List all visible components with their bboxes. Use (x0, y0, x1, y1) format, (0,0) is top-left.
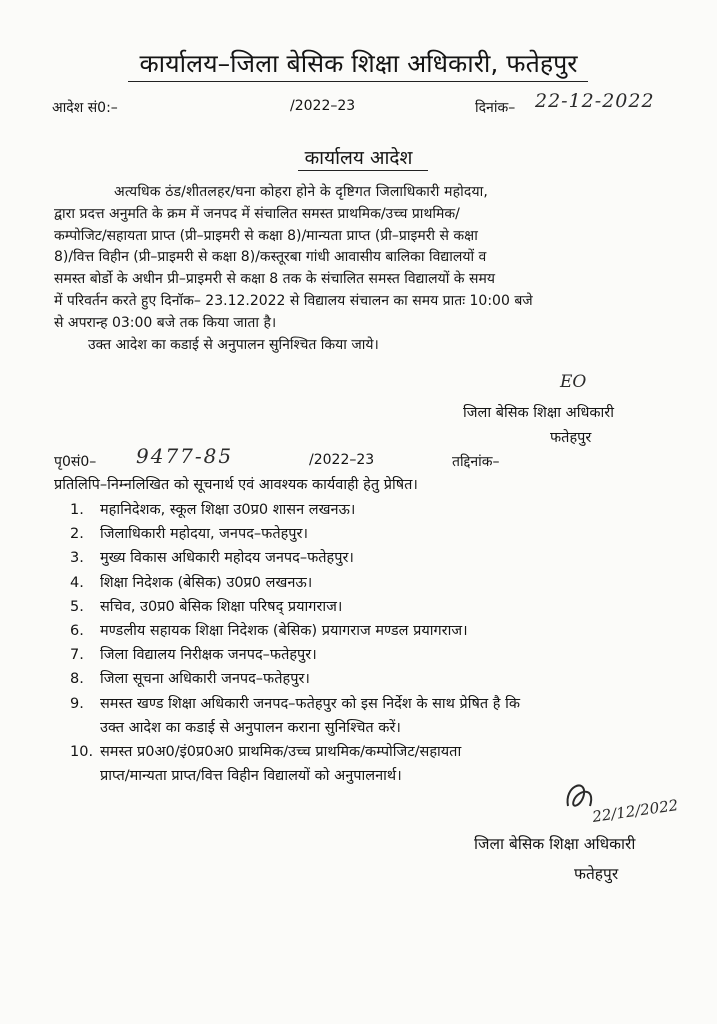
order-title-underline (298, 170, 428, 171)
order-body (54, 182, 676, 356)
list-item (70, 546, 520, 570)
item-text: जिला विद्यालय निरीक्षक जनपद–फतेहपुर। (100, 647, 317, 664)
order-line: समस्त बोर्डो के अधीन प्री–प्राइमरी से कक्षा 8 तक के संचालित समस्त विद्यालयों के समय (54, 271, 495, 288)
item-text-continued: प्राप्त/मान्यता प्राप्त/वित्त विहीन विद्यालयों को अनुपालनार्थ। (100, 767, 402, 784)
item-number: 2. (70, 526, 84, 543)
list-item (70, 740, 520, 788)
handwritten-sign-date: 22/12/2022 (591, 796, 680, 826)
item-text: मण्डलीय सहायक शिक्षा निदेशक (बेसिक) प्रयागराज मण्डल प्रयागराज। (100, 622, 468, 639)
item-text: मुख्य विकास अधिकारी महोदय जनपद–फतेहपुर। (100, 550, 354, 567)
order-year: /2022–23 (290, 98, 356, 114)
handwritten-date: 22-12-2022 (535, 90, 655, 112)
list-item (70, 595, 520, 619)
list-item (70, 667, 520, 691)
signatory-place: फतेहपुर (574, 865, 619, 883)
header-underline (128, 81, 588, 82)
order-line: से अपरान्ह 03:00 बजे तक किया जाता है। (54, 314, 277, 331)
item-number: 5. (70, 598, 84, 615)
order-line: अत्यधिक ठंड/शीतलहर/घना कोहरा होने के दृष्टिगत जिलाधिकारी महोदया, (114, 184, 488, 200)
copy-ref-number: 9477-85 (136, 444, 234, 468)
item-text: समस्त प्र0अ0/इं0प्र0अ0 प्राथमिक/उच्च प्राथमिक/कम्पोजिट/सहायता (100, 743, 462, 760)
signatory-designation: जिला बेसिक शिक्षा अधिकारी (474, 835, 636, 853)
item-number: 9. (70, 695, 84, 712)
order-line: द्वारा प्रदत्त अनुमति के क्रम में जनपद में संचालित समस्त प्राथमिक/उच्च प्राथमिक/ (54, 205, 460, 222)
item-number: 10. (70, 743, 94, 760)
list-item (70, 619, 520, 643)
order-number-label: आदेश सं0:– (52, 100, 118, 116)
order-line: उक्त आदेश का कडाई से अनुपालन सुनिश्चित किया जाये। (88, 336, 379, 353)
signatory-place: फतेहपुर (550, 430, 592, 446)
item-text: समस्त खण्ड शिक्षा अधिकारी जनपद–फतेहपुर को इस निर्देश के साथ प्रेषित है कि (100, 695, 520, 712)
item-number: 8. (70, 671, 84, 688)
order-title: कार्यालय आदेश (304, 147, 413, 169)
date-label: दिनांक– (475, 100, 516, 116)
office-title: कार्यालय–जिला बेसिक शिक्षा अधिकारी, फतेहपुर (139, 49, 578, 78)
copy-recipient-list (70, 498, 520, 788)
item-number: 7. (70, 647, 84, 664)
item-text: सचिव, उ0प्र0 बेसिक शिक्षा परिषद् प्रयागराज। (100, 598, 343, 615)
copy-intro: प्रतिलिपि–निम्नलिखित को सूचनार्थ एवं आवश्यक कार्यवाही हेतु प्रेषित। (54, 477, 418, 493)
order-line: 8)/वित्त विहीन (प्री–प्राइमरी से कक्षा 8)/कस्तूरबा गांधी आवासीय बालिका विद्यालयों व (54, 249, 487, 266)
copy-ref-label: पृ0सं0– (54, 454, 97, 470)
signatory-designation: जिला बेसिक शिक्षा अधिकारी (463, 405, 614, 421)
list-item (70, 571, 520, 595)
list-item (70, 522, 520, 546)
handwritten-note: EO (560, 372, 587, 392)
copy-date-label: तद्दिनांक– (452, 454, 500, 470)
copy-ref-year: /2022–23 (309, 452, 375, 468)
list-item (70, 692, 520, 740)
item-text: महानिदेशक, स्कूल शिक्षा उ0प्र0 शासन लखनऊ। (100, 502, 356, 518)
item-number: 6. (70, 622, 84, 639)
item-text: जिलाधिकारी महोदया, जनपद–फतेहपुर। (100, 526, 308, 543)
item-number: 4. (70, 574, 84, 591)
item-number: 1. (70, 502, 84, 518)
item-text: जिला सूचना अधिकारी जनपद–फतेहपुर। (100, 671, 310, 688)
item-number: 3. (70, 550, 84, 567)
list-item (70, 643, 520, 667)
list-item (70, 498, 520, 522)
item-text: शिक्षा निदेशक (बेसिक) उ0प्र0 लखनऊ। (100, 574, 313, 591)
order-line: कम्पोजिट/सहायता प्राप्त (प्री–प्राइमरी से कक्षा 8)/मान्यता प्राप्त (प्री–प्राइमरी से कक्षा (54, 227, 478, 244)
item-text-continued: उक्त आदेश का कडाई से अनुपालन कराना सुनिश्चित करें। (100, 719, 401, 736)
order-line: में परिवर्तन करते हुए दिनॉक– 23.12.2022 से विद्यालय संचालन का समय प्रातः 10:00 बजे (54, 292, 533, 309)
